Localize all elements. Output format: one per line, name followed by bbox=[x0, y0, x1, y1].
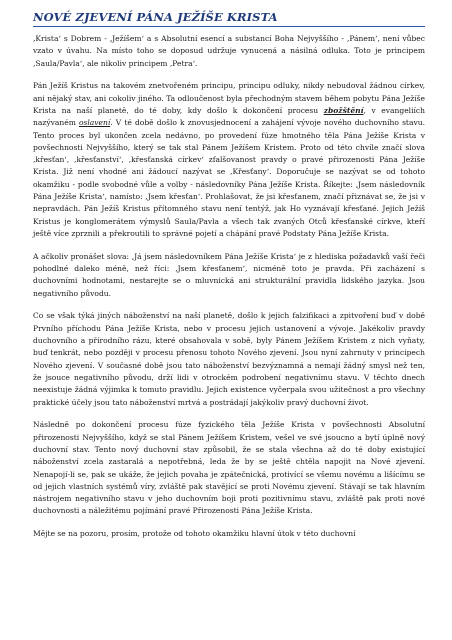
paragraph-6: Mějte se na pozoru, prosím, protože od tohoto okamžiku hlavní útok v této duchovní bbox=[33, 529, 356, 539]
paragraph-4: Co se však týká jiných náboženství na naší planetě, došlo k jejich falzifikaci a zpitvoření buď v době Prvního příchodu Pána Ježíše Krista, nebo v procesu jejich ustanovení a vývoje. Jakékoliv pravdy duchovního a přírodního rázu, které obsahovala v sobě, byly Pánem Ježíšem Kristem z nich vyňaty, buď tenkrát, nebo později v procesu přenosu tohoto Nového zjevení. Jsou nyní zahrnuty v principech Nového zjevení. V současné době jsou tato náboženství bezvýznamná a nemají žádný smysl než ten, že jsouce negativního původu, drží lidi v otrockém podrobení negativnímu stavu. V těchto dnech neexistuje žádná výjimka k tomuto pravidlu. Jejich existence vyčerpala svou užitečnost a pro všechny praktické účely jsou tato náboženství mrtvá a postrádají jakýkoliv pravý duchovní život. bbox=[33, 311, 425, 407]
paragraph-2 bbox=[33, 80, 425, 240]
document-page bbox=[33, 10, 425, 551]
paragraph-1: ‚Krista‘ s Dobrem - ‚Ježíšem‘ a s Absolutní esencí a substancí Boha Nejvyššího - ‚Pánem‘, není vůbec vzato v úvahu. Na místo toho se doposud udržuje vynucená a násilná odluka. Toto je principem ‚Saula/Pavla‘, ale nikoliv principem ‚Petra‘. bbox=[33, 34, 425, 68]
paragraph-3: A ačkoliv pronášet slova: ‚Já jsem následovníkem Pána Ježíše Krista‘ je z hlediska požadavků vaší řeči pohodlné daleko méně, než říci: ‚Jsem křesťanem‘, nicméně toto je pravda. Při zacházení s duchovními hodnotami, nestarejte se o mluvnická ani strukturální pravidla lidského jazyka. Jsou negativního původu. bbox=[33, 251, 425, 298]
term-zbozsteni: zbožštění bbox=[323, 105, 364, 115]
paragraph-2-text-b: , v evangeliích nazývaném bbox=[33, 105, 425, 128]
paragraph-2-text-a: Pán Ježíš Kristus na takovém znetvořeném principu, principu odluky, nikdy nebudoval žádnou církev, ani nějaký stav, ani cokoliv jiného. Ta odloučenost byla přechodným stavem během pobytu Pána Ježíše Krista na naší planetě, do té doby, kdy došlo k dokončení procesu bbox=[33, 81, 425, 115]
paragraph-2-text-c: . V té době došlo k znovusjednocení a zahájení vývoje nového duchovního stavu. Tento proces byl ukončen zcela nedávno, po provedení fúze hmotného těla Pána Ježíše Krista v povšechnosti Nejvyššího, který se tak stal Pánem Ježíšem Kristem. Proto od této chvíle značí slova ‚křesťan‘, ‚křesťanství‘, ‚křesťanská církev‘ zfalšovanost pravdy o pravé přirozenosti Pána Ježíše Krista. Již není vhodné ani žádoucí nazývat se ‚Křesťany‘. Doporučuje se nazývat se od tohoto okamžiku - podle svobodné vůle a volby - následovníky Pána Ježíše Krista. Říkejte: ‚Jsem následovník Pána Ježíše Krista‘, namísto: ‚Jsem křesťan‘. Prohlašovat, že jsi křesťanem, značí přiznávat se, že jsi v nepravdách. Pán Ježíš Kristus přítomného stavu není tentýž, jak Ho vyznávají křesťané. Jejich Ježíš Kristus je konglomerátem výmyslů Saula/Pavla a všech tak zvaných Otců křesťanské církve, kteří ještě více zprznili a překroutili to správné pojetí a chápání pravé Podstaty Pána Ježíše Krista. bbox=[33, 118, 425, 238]
term-oslaveni: oslavení bbox=[78, 118, 111, 128]
paragraph-5: Následně po dokončení procesu fúze fyzického těla Ježíše Krista v povšechnosti Absolutní přirozenosti Nejvyššího, když se stal Pánem Ježíšem Kristem, vešel ve své jsoucno a bytí úplně nový duchovní stav. Tento nový duchovní stav způsobil, že se stala všechna až do té doby existující náboženství zcela zastaralá a nepotřebná, leda že by se ještě chtěla napojit na Nové zjevení. Nenapojí-li se, pak se ukáže, že jejich povaha je zpátečnická, protivící se všemu novému a lišícímu se od jejich vlastních systémů víry, zvláště pak stavějící se proti Novému zjevení. Stávají se tak hlavním nástrojem negativního stavu v jeho duchovním boji proti pozitivnímu stavu, zvláště pak proti nové duchovnosti a náležitému pojímání pravé Přirozenosti Pána Ježíše Krista. bbox=[33, 420, 425, 516]
page-title: NOVÉ ZJEVENÍ PÁNA JEŽÍŠE KRISTA bbox=[33, 10, 425, 27]
